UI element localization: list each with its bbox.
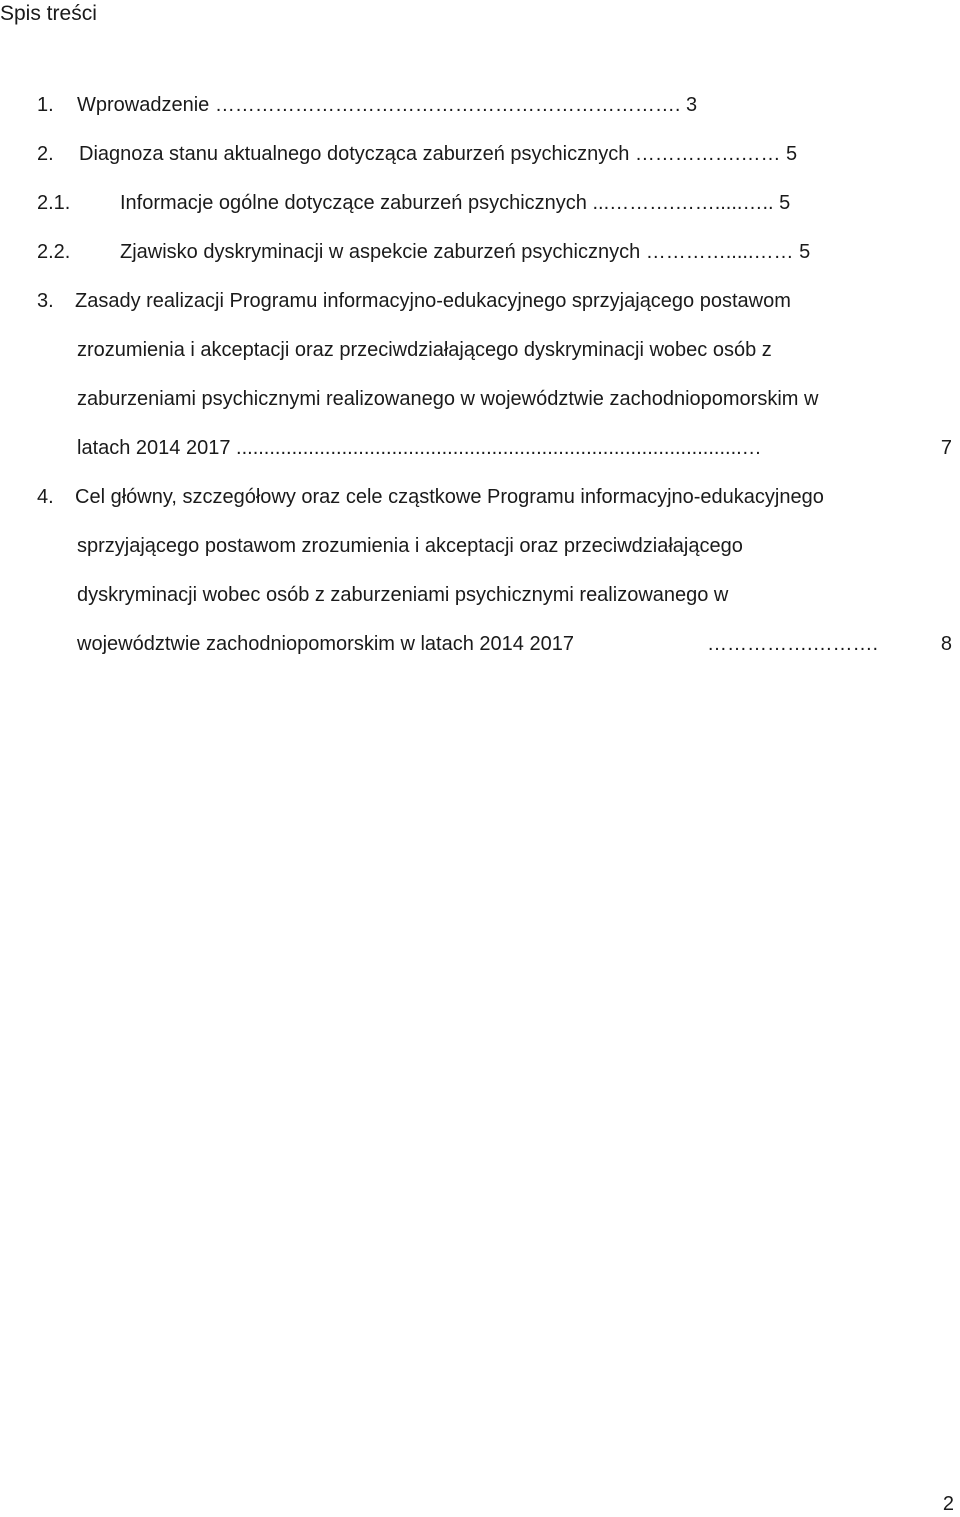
toc-number: 2. bbox=[37, 143, 54, 165]
toc-entry-3-line-2 bbox=[0, 336, 952, 364]
toc-entry-2-2[interactable] bbox=[0, 238, 952, 266]
toc-text: Wprowadzenie ……………………………………………………………. 3 bbox=[77, 94, 698, 116]
toc-entry-4-line-3 bbox=[0, 581, 952, 609]
toc-entry-2[interactable] bbox=[0, 140, 952, 168]
toc-entry-3-line-3 bbox=[0, 385, 952, 413]
page-number: 2 bbox=[942, 1493, 954, 1515]
toc-text: województwie zachodniopomorskim w latach 2014 2017 bbox=[77, 633, 574, 655]
toc-entry-3-line-4 bbox=[0, 434, 952, 462]
toc-text: zaburzeniami psychicznymi realizowanego w województwie zachodniopomorskim w bbox=[77, 388, 819, 410]
toc-text: Zasady realizacji Programu informacyjno-edukacyjnego sprzyjającego postawom bbox=[75, 290, 791, 312]
toc-text: zrozumienia i akceptacji oraz przeciwdziałającego dyskryminacji wobec osób z bbox=[77, 339, 772, 361]
toc-text: Diagnoza stanu aktualnego dotycząca zaburzeń psychicznych …………….…… 5 bbox=[79, 143, 798, 165]
toc-entry-2-1[interactable] bbox=[0, 189, 952, 217]
toc-text: Zjawisko dyskryminacji w aspekcie zaburzeń psychicznych ………….....…… 5 bbox=[120, 241, 811, 263]
toc-number: 4. bbox=[37, 486, 54, 508]
toc-number: 2.2. bbox=[37, 241, 71, 263]
page-title: Spis treści bbox=[0, 2, 97, 25]
toc-page-number: 7 bbox=[940, 437, 952, 459]
toc-text: sprzyjającego postawom zrozumienia i akceptacji oraz przeciwdziałającego bbox=[77, 535, 743, 557]
toc-number: 2.1. bbox=[37, 192, 71, 214]
toc-text: latach 2014 2017 ...........................................................................................… bbox=[77, 437, 762, 459]
toc-leader: …………….………. bbox=[707, 633, 879, 655]
toc-entry-1[interactable] bbox=[0, 91, 952, 119]
toc-entry-4-line-2 bbox=[0, 532, 952, 560]
toc-text: Informacje ogólne dotyczące zaburzeń psychicznych ...……….…….....….. 5 bbox=[120, 192, 791, 214]
toc-page-number: 8 bbox=[940, 633, 952, 655]
toc-number: 3. bbox=[37, 290, 54, 312]
toc-entry-3[interactable] bbox=[0, 287, 952, 315]
toc-text: Cel główny, szczegółowy oraz cele cząstkowe Programu informacyjno-edukacyjnego bbox=[75, 486, 824, 508]
toc-entry-4-line-4 bbox=[0, 630, 952, 658]
toc-text: dyskryminacji wobec osób z zaburzeniami psychicznymi realizowanego w bbox=[77, 584, 729, 606]
toc-number: 1. bbox=[37, 94, 54, 116]
toc-entry-4[interactable] bbox=[0, 483, 952, 511]
